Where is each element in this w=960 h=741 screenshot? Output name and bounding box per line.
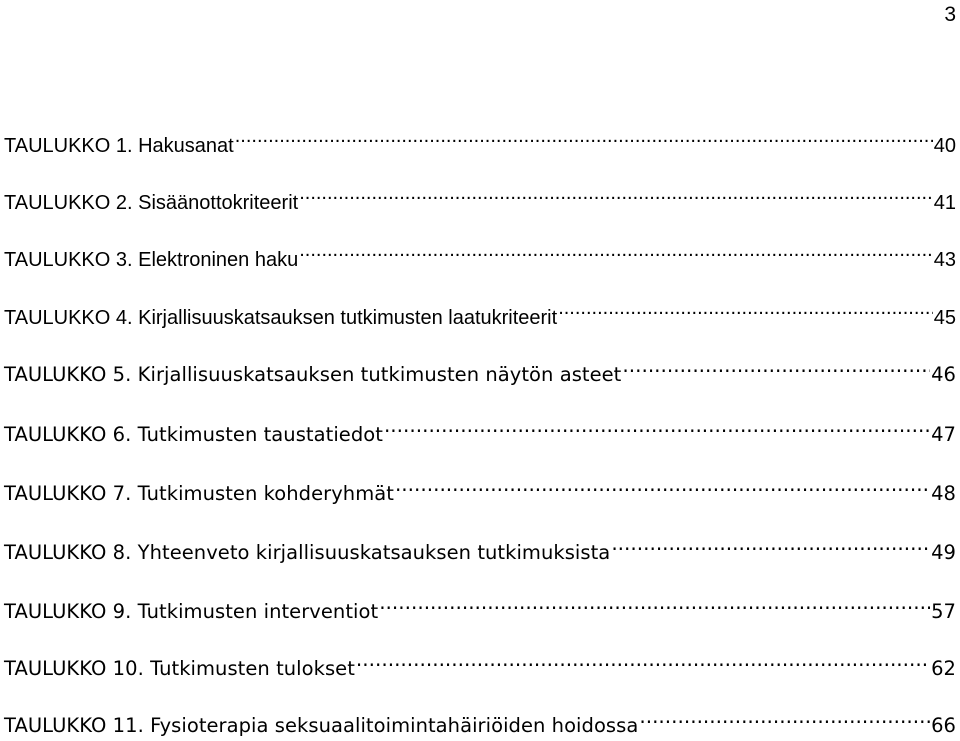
toc-entry-label: TAULUKKO 1. Hakusanat (4, 135, 234, 157)
toc-entry-11[interactable] (4, 702, 956, 737)
toc-entry-9[interactable] (4, 588, 956, 623)
toc-entry-2[interactable] (4, 179, 956, 214)
toc-entry-label: TAULUKKO 6. Tutkimusten taustatiedot (4, 423, 383, 446)
toc-entry-page: 46 (931, 363, 956, 386)
toc-entry-label: TAULUKKO 9. Tutkimusten interventiot (4, 600, 379, 623)
toc-dot-leader (379, 588, 930, 618)
toc-dot-leader (395, 470, 930, 500)
toc-entry-8[interactable] (4, 529, 956, 564)
toc-entry-6[interactable] (4, 411, 956, 446)
toc-entry-page: 45 (933, 307, 956, 329)
toc-entry-label: TAULUKKO 2. Sisäänottokriteerit (4, 192, 299, 214)
toc-dot-leader (558, 294, 933, 324)
toc-dot-leader (639, 702, 930, 732)
toc-entry-page: 48 (931, 482, 956, 505)
toc-entry-10[interactable] (4, 645, 956, 680)
toc-entry-label: TAULUKKO 3. Elektroninen haku (4, 249, 299, 271)
toc-entry-label: TAULUKKO 8. Yhteenveto kirjallisuuskatsauksen tutkimuksista (4, 541, 611, 564)
toc-entry-7[interactable] (4, 470, 956, 505)
toc-entry-page: 41 (933, 192, 956, 214)
toc-dot-leader (299, 179, 933, 209)
toc-entry-page: 66 (931, 714, 956, 737)
toc-entry-5[interactable] (4, 351, 956, 386)
toc-dot-leader (299, 236, 933, 266)
toc-dot-leader (611, 529, 930, 559)
toc-dot-leader (622, 351, 930, 381)
toc-entry-label: TAULUKKO 10. Tutkimusten tulokset (4, 657, 355, 680)
toc-entry-label: TAULUKKO 4. Kirjallisuuskatsauksen tutkimusten laatukriteerit (4, 307, 558, 329)
toc-entry-3[interactable] (4, 236, 956, 271)
toc-dot-leader (235, 122, 933, 152)
toc-entry-page: 40 (933, 135, 956, 157)
toc-entry-page: 57 (931, 600, 956, 623)
toc-entry-label: TAULUKKO 11. Fysioterapia seksuaalitoimintahäiriöiden hoidossa (4, 714, 639, 737)
toc-entry-page: 49 (931, 541, 956, 564)
toc-entry-4[interactable] (4, 294, 956, 329)
page-number: 3 (944, 3, 956, 26)
toc-entry-page: 47 (931, 423, 956, 446)
toc-entry-1[interactable] (4, 122, 956, 157)
toc-entry-label: TAULUKKO 5. Kirjallisuuskatsauksen tutkimusten näytön asteet (4, 363, 622, 386)
toc-entry-page: 43 (933, 249, 956, 271)
toc-dot-leader (356, 645, 930, 675)
toc-entry-page: 62 (931, 657, 956, 680)
toc-dot-leader (384, 411, 930, 441)
toc-entry-label: TAULUKKO 7. Tutkimusten kohderyhmät (4, 482, 394, 505)
